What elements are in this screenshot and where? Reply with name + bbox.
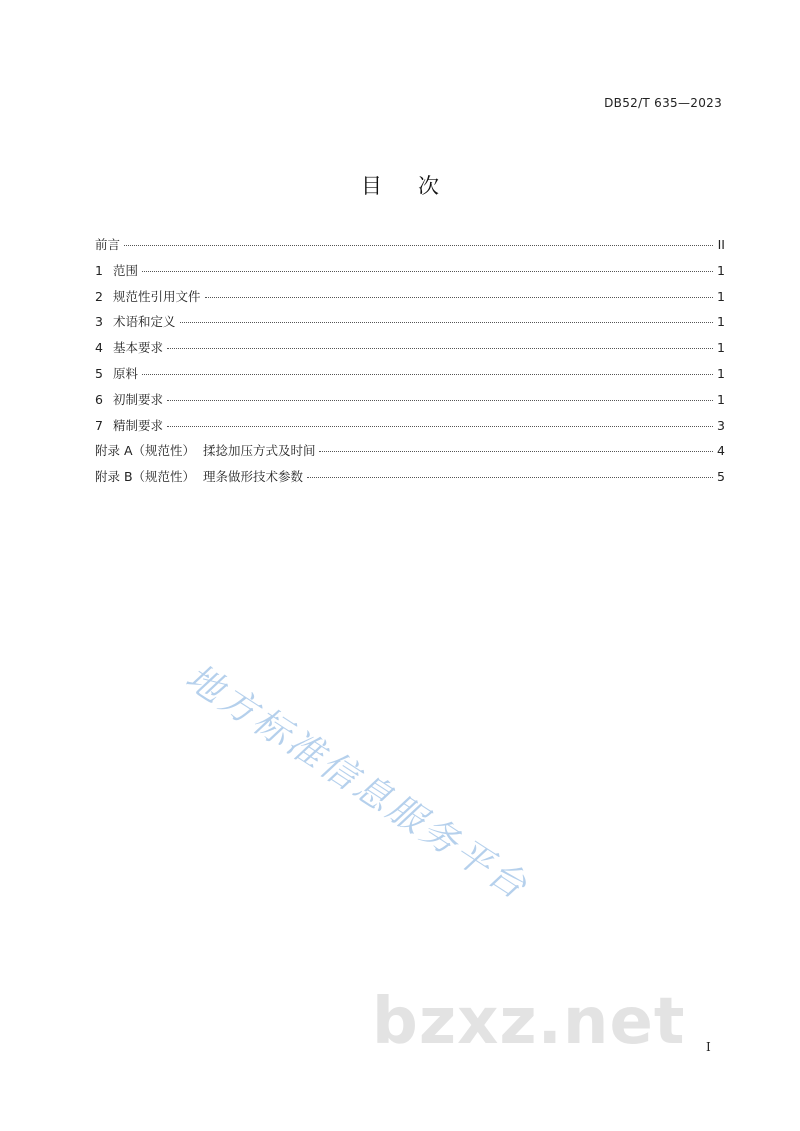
- toc-entry-number: 2: [95, 288, 103, 304]
- toc-dot-leader: [205, 296, 713, 298]
- toc-entry[interactable]: [95, 261, 725, 287]
- toc-entry[interactable]: [95, 364, 725, 390]
- toc-entry-number: 3: [95, 314, 103, 330]
- toc-entry-page: 3: [717, 417, 725, 433]
- toc-entry-label: 规范性引用文件: [113, 288, 201, 304]
- toc-entry-page: 1: [717, 391, 725, 407]
- toc-dot-leader: [167, 425, 713, 427]
- toc-entry-page: 1: [717, 288, 725, 304]
- toc-entry-page: II: [717, 237, 725, 252]
- toc-entry-label: 前言: [95, 237, 121, 252]
- toc-entry[interactable]: [95, 390, 725, 416]
- toc-entry-number: 4: [95, 340, 103, 356]
- toc-dot-leader: [142, 373, 713, 375]
- toc-entry-label: 精制要求: [113, 417, 164, 433]
- toc-entry-number: 6: [95, 391, 103, 407]
- toc-entry-number: 5: [95, 365, 103, 381]
- toc-dot-leader: [142, 270, 713, 272]
- toc-entry-label: 附录 B（规范性） 理条做形技术参数: [95, 469, 303, 485]
- toc-entry-label: 范围: [113, 262, 139, 278]
- toc-entry[interactable]: [95, 338, 725, 364]
- toc-entry-page: 1: [717, 262, 725, 278]
- toc-dot-leader: [307, 476, 713, 478]
- toc-entry-page: 5: [717, 469, 725, 485]
- toc-dot-leader: [319, 450, 713, 452]
- toc-dot-leader: [180, 321, 713, 323]
- toc-dot-leader: [167, 399, 713, 401]
- toc-entry-page: 1: [717, 340, 725, 356]
- toc-entry[interactable]: [95, 467, 725, 493]
- toc-entry[interactable]: [95, 287, 725, 313]
- table-of-contents: [95, 235, 725, 493]
- site-watermark: bzxz.net: [372, 985, 686, 1059]
- toc-dot-leader: [167, 347, 713, 349]
- page-title: 目次: [361, 174, 475, 198]
- toc-entry-page: 1: [717, 365, 725, 381]
- toc-entry[interactable]: [95, 416, 725, 442]
- page-number: I: [706, 1040, 711, 1054]
- document-code: DB52/T 635—2023: [604, 96, 722, 110]
- toc-entry-number: 1: [95, 262, 103, 278]
- toc-entry[interactable]: [95, 312, 725, 338]
- toc-entry-label: 术语和定义: [113, 314, 176, 330]
- toc-entry-page: 4: [717, 443, 725, 459]
- toc-entry-label: 附录 A（规范性） 揉捻加压方式及时间: [95, 443, 316, 459]
- toc-entry-number: 7: [95, 417, 103, 433]
- toc-entry-label: 原料: [113, 365, 139, 381]
- toc-entry-label: 基本要求: [113, 340, 164, 356]
- toc-entry[interactable]: [95, 441, 725, 467]
- toc-entry-page: 1: [717, 314, 725, 330]
- toc-entry[interactable]: [95, 235, 725, 261]
- toc-dot-leader: [124, 244, 713, 246]
- toc-entry-label: 初制要求: [113, 391, 164, 407]
- platform-watermark: 地方标准信息服务平台: [178, 656, 537, 909]
